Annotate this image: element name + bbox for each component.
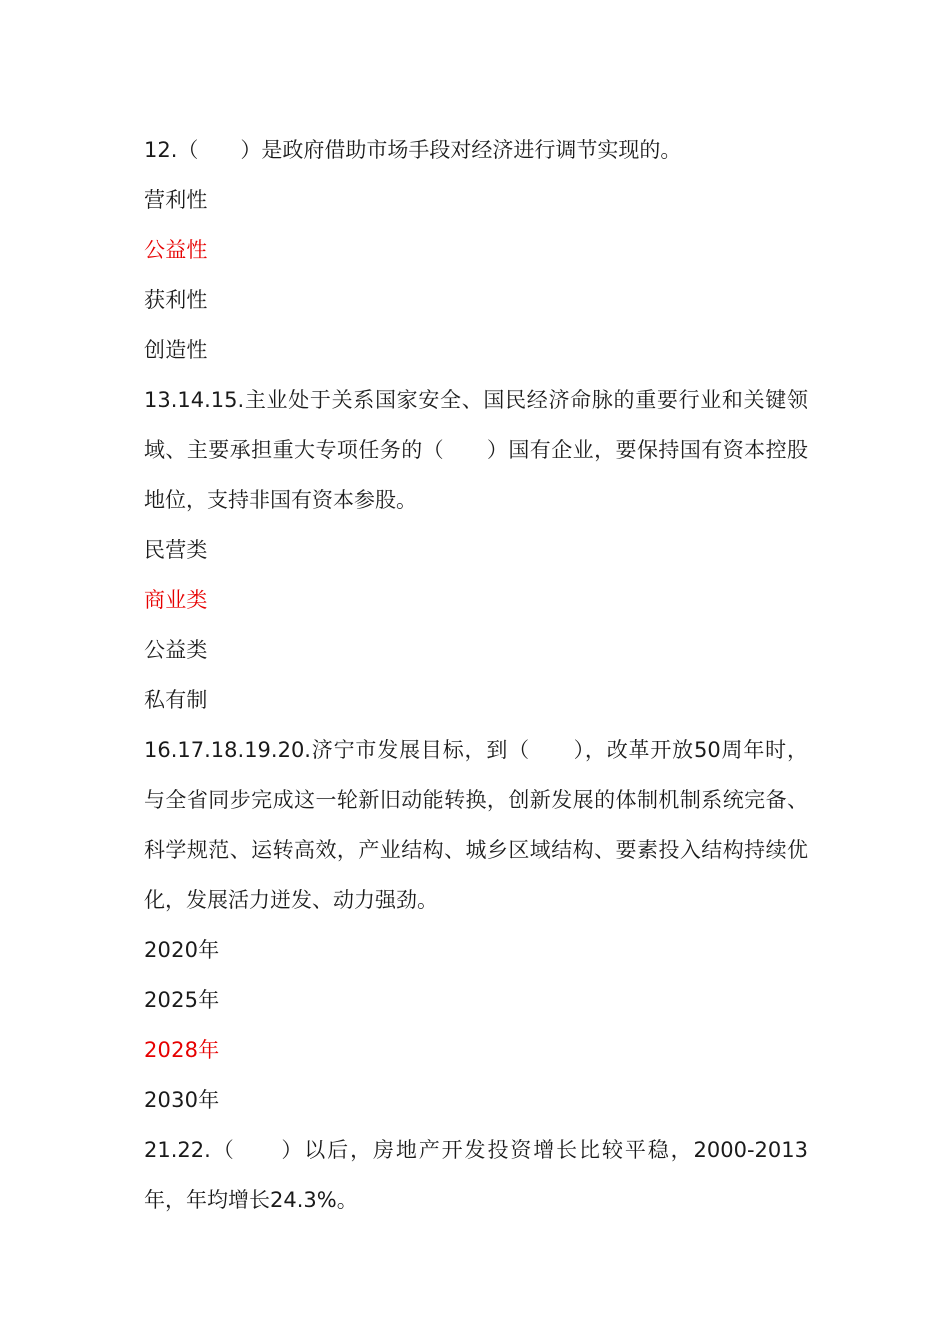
question-block	[144, 1125, 808, 1225]
option-item: 获利性	[144, 288, 208, 312]
option-item: 创造性	[144, 338, 208, 362]
option-item: 民营类	[144, 538, 208, 562]
option-item: 公益类	[144, 638, 208, 662]
option-item-correct: 商业类	[144, 588, 208, 612]
option-item: 私有制	[144, 688, 208, 712]
question-text: 16.17.18.19.20.济宁市发展目标，到（ ），改革开放50周年时，与全省同步完成这一轮新旧动能转换，创新发展的体制机制系统完备、科学规范、运转高效，产业结构、城乡区域结构、要素投入结构持续优化，发展活力迸发、动力强劲。	[144, 738, 808, 912]
option-item: 2020年	[144, 938, 220, 962]
question-text: 12.（ ）是政府借助市场手段对经济进行调节实现的。	[144, 138, 682, 162]
option-item: 2025年	[144, 988, 220, 1012]
option-item-correct: 2028年	[144, 1038, 220, 1062]
question-block	[144, 725, 808, 1125]
question-block	[144, 375, 808, 725]
option-item-correct: 公益性	[144, 238, 208, 262]
question-block	[144, 125, 808, 375]
question-text: 21.22.（ ）以后，房地产开发投资增长比较平稳，2000-2013年，年均增长24.3%。	[144, 1138, 808, 1212]
document-page	[144, 125, 808, 1225]
option-item: 营利性	[144, 188, 208, 212]
question-text: 13.14.15.主业处于关系国家安全、国民经济命脉的重要行业和关键领域、主要承担重大专项任务的（ ）国有企业，要保持国有资本控股地位，支持非国有资本参股。	[144, 388, 808, 512]
option-item: 2030年	[144, 1088, 220, 1112]
